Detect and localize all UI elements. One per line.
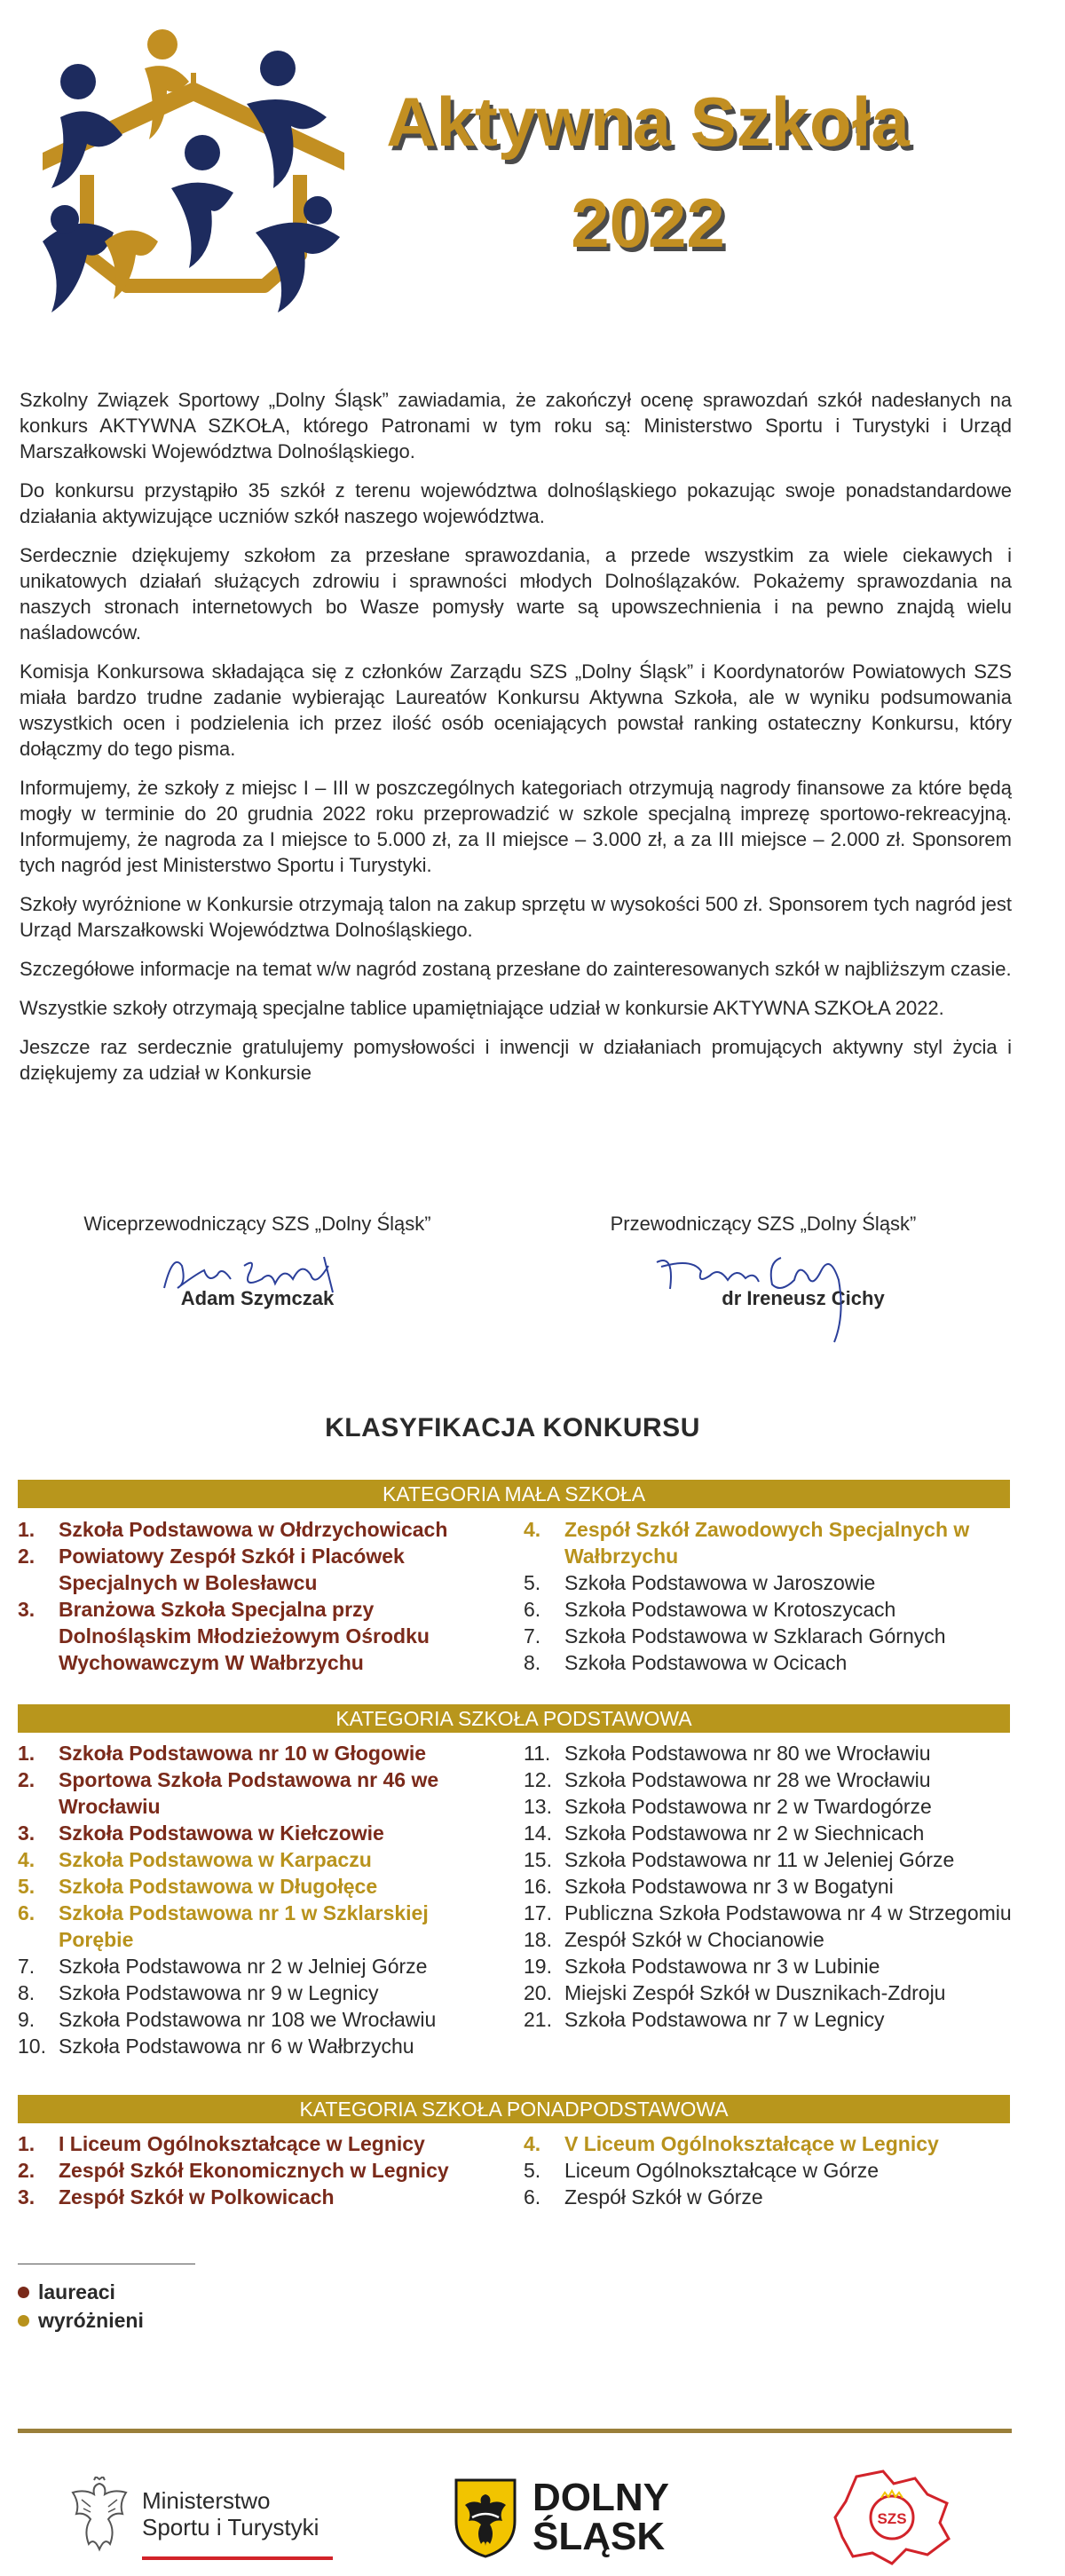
list-item: 10. Szkoła Podstawowa nr 6 w Wałbrzychu — [18, 2035, 414, 2058]
category-list-right — [524, 2130, 1021, 2210]
list-item: 11. Szkoła Podstawowa nr 80 we Wrocławiu — [524, 1742, 931, 1765]
category-list-left — [18, 2130, 497, 2210]
dolny-slask-crest-icon — [453, 2477, 518, 2558]
list-item: 3. Zespół Szkół w Polkowicach — [18, 2185, 335, 2209]
list-item: 6. Zespół Szkół w Górze — [524, 2185, 763, 2209]
list-item: 2. Sportowa Szkoła Podstawowa nr 46 we Wrocławiu — [18, 1768, 439, 1818]
list-item: 1. Szkoła Podstawowa nr 10 w Głogowie — [18, 1742, 427, 1765]
szs-region-map-icon — [830, 2468, 954, 2567]
paragraph: Komisja Konkursowa składająca się z członków Zarządu SZS „Dolny Śląsk” i Koordynatorów Powiatowych SZS miała bardzo trudne zadanie wybierając Laureatów Konkursu Aktywna Szkoła, ale w wyniku podsumowania wszystkich ocen i podzielenia ich przez ilość osób oceniających powstał ranking ostateczny Konkursu, który dołączmy do tego pisma. — [20, 660, 1012, 760]
list-item: 17. Publiczna Szkoła Podstawowa nr 4 w Strzegomiu — [524, 1901, 1012, 1924]
legend-item-wyroznieni: wyróżnieni — [18, 2306, 144, 2335]
classification-title: KLASYFIKACJA KONKURSU — [325, 1413, 700, 1442]
list-item: 8. Szkoła Podstawowa w Ocicach — [524, 1651, 848, 1674]
list-item: 5. Liceum Ogólnokształcące w Górze — [524, 2159, 880, 2182]
footer — [0, 2441, 1065, 2574]
dolny-slask-wordmark: DOLNY ŚLĄSK — [532, 2476, 669, 2558]
list-item: 19. Szkoła Podstawowa nr 3 w Lubinie — [524, 1955, 880, 1978]
paragraph: Informujemy, że szkoły z miejsc I – III w poszczególnych kategoriach otrzymują nagrody finansowe za które będą mogły w terminie do 20 grudnia 2022 roku przeprowadzić w szkole specjalną imprezę sportowo-rekreacyjną. Informujemy, że nagroda za I miejsce to 5.000 zł, za II miejsce – 3.000 zł, a za III miejsce – 2.000 zł. Sponsorem tych nagród jest Ministerstwo Sportu i Turystyki. — [20, 777, 1012, 876]
header — [0, 0, 1065, 355]
legend-item-laureaci: laureaci — [18, 2278, 144, 2306]
category-header: KATEGORIA MAŁA SZKOŁA — [18, 1480, 1010, 1508]
list-item: 1. Szkoła Podstawowa w Ołdrzychowicach — [18, 1518, 448, 1541]
letter-body — [20, 387, 1012, 1099]
list-item: 9. Szkoła Podstawowa nr 108 we Wrocławiu — [18, 2008, 437, 2031]
list-item: 3. Branżowa Szkoła Specjalna przy Dolnośląskim Młodzieżowym Ośrodku Wychowawczym W Wałbrzychu — [18, 1598, 430, 1674]
list-item: 5. Szkoła Podstawowa w Długołęce — [18, 1875, 378, 1898]
paragraph: Serdecznie dziękujemy szkołom za przesłane sprawozdania, a przede wszystkim za wiele ciekawych i unikatowych działań służących zdrowiu i sprawności młodych Dolnoślązaków. Pokażemy sprawozdania na naszych stronach internetowych bo Wasze pomysły warte są upowszechnienia i na pewno znajdą wielu naśladowców. — [20, 544, 1012, 644]
footer-divider — [18, 2429, 1012, 2433]
polish-eagle-icon — [64, 2477, 135, 2556]
list-item: 16. Szkoła Podstawowa nr 3 w Bogatyni — [524, 1875, 894, 1898]
category-list-left — [18, 1516, 497, 1676]
signature-name: Adam Szymczak — [180, 1287, 335, 1309]
page-title: Aktywna Szkoła — [386, 83, 910, 161]
aktywna-szkola-logo-icon — [25, 20, 362, 330]
list-item: 4. V Liceum Ogólnokształcące w Legnicy — [524, 2132, 939, 2155]
paragraph: Do konkursu przystąpiło 35 szkół z terenu województwa dolnośląskiego pokazując swoje ponadstandardowe działania aktywizujące uczniów szkół naszego województwa. — [20, 479, 1012, 527]
ministry-underline — [142, 2556, 333, 2560]
signature-title: Wiceprzewodniczący SZS „Dolny Śląsk” — [83, 1213, 431, 1235]
signature-name: dr Ireneusz Cichy — [722, 1287, 885, 1309]
legend — [18, 2278, 144, 2335]
list-item: 6. Szkoła Podstawowa w Krotoszycach — [524, 1598, 896, 1621]
list-item: 20. Miejski Zespół Szkół w Dusznikach-Zdroju — [524, 1981, 946, 2004]
list-item: 7. Szkoła Podstawowa nr 2 w Jelniej Górze — [18, 1955, 428, 1978]
list-item: 4. Zespół Szkół Zawodowych Specjalnych w Wałbrzychu — [524, 1518, 970, 1568]
list-item: 4. Szkoła Podstawowa w Karpaczu — [18, 1848, 372, 1871]
list-item: 12. Szkoła Podstawowa nr 28 we Wrocławiu — [524, 1768, 931, 1791]
szs-badge-label: SZS — [877, 2510, 907, 2527]
paragraph: Szczegółowe informacje na temat w/w nagród zostaną przesłane do zainteresowanych szkół w najbliższym czasie. — [20, 958, 1012, 980]
list-item: 7. Szkoła Podstawowa w Szklarach Górnych — [524, 1624, 946, 1648]
list-item: 6. Szkoła Podstawowa nr 1 w Szklarskiej Porębie — [18, 1901, 429, 1951]
signature-scribble-icon — [648, 1245, 879, 1351]
list-item: 3. Szkoła Podstawowa w Kiełczowie — [18, 1821, 384, 1845]
category-header: KATEGORIA SZKOŁA PODSTAWOWA — [18, 1704, 1010, 1733]
list-item: 2. Powiatowy Zespół Szkół i Placówek Specjalnych w Bolesławcu — [18, 1545, 405, 1594]
wyroznienie-dot-icon — [18, 2315, 29, 2327]
list-item: 8. Szkoła Podstawowa nr 9 w Legnicy — [18, 1981, 379, 2004]
list-item: 5. Szkoła Podstawowa w Jaroszowie — [524, 1571, 876, 1594]
list-item: 21. Szkoła Podstawowa nr 7 w Legnicy — [524, 2008, 885, 2031]
paragraph: Szkolny Związek Sportowy „Dolny Śląsk” zawiadamia, że zakończył ocenę sprawozdań szkół nadesłanych na konkurs AKTYWNA SZKOŁA, którego Patronami w tym roku są: Ministerstwo Sportu i Turystyki i Urząd Marszałkowski Województwa Dolnośląskiego. — [20, 389, 1012, 462]
list-item: 13. Szkoła Podstawowa nr 2 w Twardogórze — [524, 1795, 932, 1818]
paragraph: Wszystkie szkoły otrzymają specjalne tablice upamiętniające udział w konkursie AKTYWNA SZKOŁA 2022. — [20, 997, 944, 1019]
list-item: 14. Szkoła Podstawowa nr 2 w Siechnicach — [524, 1821, 925, 1845]
category-list-right — [524, 1740, 1021, 2033]
list-item: 1. I Liceum Ogólnokształcące w Legnicy — [18, 2132, 425, 2155]
list-item: 18. Zespół Szkół w Chocianowie — [524, 1928, 824, 1951]
category-list-left — [18, 1740, 497, 2059]
category-header: KATEGORIA SZKOŁA PONADPODSTAWOWA — [18, 2095, 1010, 2123]
list-item: 15. Szkoła Podstawowa nr 11 w Jeleniej Górze — [524, 1848, 955, 1871]
signature-title: Przewodniczący SZS „Dolny Śląsk” — [610, 1213, 917, 1235]
paragraph: Jeszcze raz serdecznie gratulujemy pomysłowości i inwencji w działaniach promujących aktywny styl życia i dziękujemy za udział w Konkursie — [20, 1036, 1012, 1084]
signature-scribble-icon — [160, 1248, 355, 1301]
page-title-year: 2022 — [571, 184, 725, 262]
category-list-right — [524, 1516, 1021, 1676]
ministry-name: Ministerstwo Sportu i Turystyki — [142, 2487, 320, 2540]
list-item: 2. Zespół Szkół Ekonomicznych w Legnicy — [18, 2159, 449, 2182]
paragraph: Szkoły wyróżnione w Konkursie otrzymają talon na zakup sprzętu w wysokości 500 zł. Sponsorem tych nagród jest Urząd Marszałkowski Województwa Dolnośląskiego. — [20, 893, 1012, 941]
signatures — [0, 1213, 1065, 1372]
laureat-dot-icon — [18, 2287, 29, 2298]
